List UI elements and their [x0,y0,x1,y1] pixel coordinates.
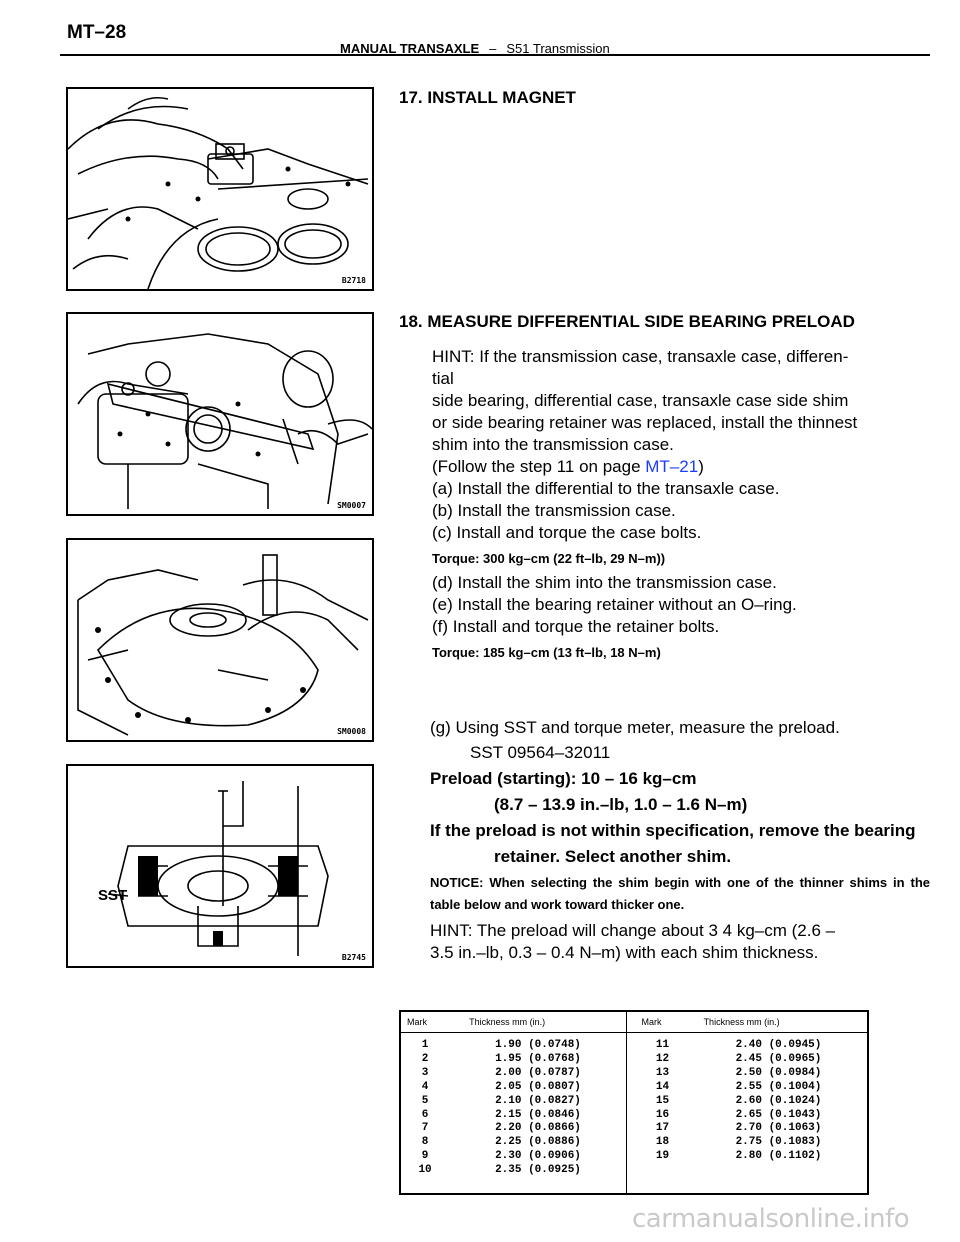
hint-block [432,346,857,664]
mark-cell: 15 [655,1094,670,1107]
torque-spec-1: Torque: 300 kg–cm (22 ft–lb, 29 N–m)) [432,551,666,566]
mark-cell: 8 [421,1136,429,1149]
mark-cell: 18 [655,1136,670,1149]
header-mark: Mark [400,1011,449,1033]
thickness-cell: 2.45 (0.0965) [735,1052,822,1065]
mark-cell: 13 [655,1066,670,1079]
hint-line: tial [432,369,454,388]
hint-line: side bearing, differential case, transaxle case side shim [432,391,849,410]
substep-d: (d) Install the shim into the transmission case. [432,573,777,592]
figure-code: B2718 [341,276,366,285]
thickness-cell: 2.60 (0.1024) [735,1094,822,1107]
page-number: MT–28 [67,22,127,43]
figure-retainer-install [66,538,374,742]
thickness-cell: 2.10 (0.0827) [495,1094,581,1107]
thickness-column-left [449,1033,627,1195]
substep-c: (c) Install and torque the case bolts. [432,523,702,542]
mark-cell: 1 [421,1039,429,1051]
figure-install-magnet [66,87,374,291]
figure-code: B2745 [341,953,366,962]
mark-cell: 4 [421,1080,429,1093]
mark-cell: 11 [655,1039,670,1051]
step-g-block [430,716,930,964]
page-link-mt21[interactable]: MT–21 [645,457,699,476]
thickness-cell: 2.00 (0.0787) [495,1066,581,1079]
follow-suffix: ) [698,457,704,476]
subsection-title: S51 Transmission [506,41,610,56]
notice: NOTICE: When selecting the shim begin with one of the thinner shims in the table below and work toward thicker one. [430,875,930,912]
sst-label: SST [98,887,128,904]
mark-column-left [400,1033,449,1195]
thickness-cell: 2.15 (0.0846) [495,1108,581,1121]
header-separator: – [489,41,497,56]
preload-spec: Preload (starting): 10 – 16 kg–cm [430,769,697,788]
hint-2-line: 3.5 in.–lb, 0.3 – 0.4 N–m) with each shim thickness. [430,943,819,962]
hint-line: shim into the transmission case. [432,435,674,454]
thickness-cell: 2.70 (0.1063) [735,1122,822,1135]
substep-f: (f) Install and torque the retainer bolts. [432,617,720,636]
figure-code: SM0008 [337,727,366,736]
substep-a: (a) Install the differential to the transaxle case. [432,479,780,498]
thickness-cell: 2.35 (0.0925) [495,1164,581,1177]
hint-line: HINT: If the transmission case, transaxle case, differen- [432,347,849,366]
table-row [400,1033,868,1195]
shim-table [399,1010,869,1195]
mark-column-right [627,1033,684,1195]
header-thickness: Thickness mm (in.) [449,1011,627,1033]
thickness-cell: 2.05 (0.0807) [495,1080,581,1093]
thickness-cell: 2.55 (0.1004) [735,1080,822,1093]
section-title: MANUAL TRANSAXLE [340,41,480,56]
substep-g: (g) Using SST and torque meter, measure the preload. [430,718,840,737]
figure-code: SM0007 [337,501,366,510]
thickness-cell: 2.75 (0.1083) [735,1136,822,1149]
mark-cell: 12 [655,1052,670,1065]
step-18-title: 18. MEASURE DIFFERENTIAL SIDE BEARING PRELOAD [399,312,855,331]
mark-cell: 9 [421,1150,429,1163]
mark-cell: 10 [418,1164,432,1177]
figure-sst-preload [66,764,374,968]
thickness-column-right [684,1033,868,1195]
preload-illustration [68,314,372,514]
thickness-cell: 2.80 (0.1102) [735,1150,822,1163]
spec-instruction: If the preload is not within specification, remove the bearing [430,821,916,840]
substep-e: (e) Install the bearing retainer without an O–ring. [432,595,797,614]
header-thickness: Thickness mm (in.) [684,1011,868,1033]
watermark: carmanualsonline.info [632,1204,910,1234]
mark-cell: 3 [421,1066,429,1079]
magnet-illustration [68,89,372,289]
mark-cell: 7 [421,1122,429,1135]
sst-number: SST 09564–32011 [470,743,611,762]
table-header-row [400,1011,868,1033]
mark-cell: 16 [655,1108,670,1121]
hint-2-line: HINT: The preload will change about 3 4 kg–cm (2.6 – [430,921,836,940]
retainer-illustration [68,540,372,740]
mark-cell: 14 [655,1080,670,1093]
page-header [340,41,610,56]
thickness-cell: 2.25 (0.0886) [495,1136,581,1149]
hint-line: or side bearing retainer was replaced, install the thinnest [432,413,858,432]
mark-cell: 2 [421,1052,429,1065]
preload-spec-units: (8.7 – 13.9 in.–lb, 1.0 – 1.6 N–m) [494,795,748,814]
spec-instruction-cont: retainer. Select another shim. [494,847,732,866]
substep-b: (b) Install the transmission case. [432,501,676,520]
follow-reference [432,456,857,478]
mark-cell: 19 [655,1150,670,1163]
follow-prefix: (Follow the step 11 on page [432,457,646,476]
mark-cell: 5 [421,1094,429,1107]
thickness-cell: 2.30 (0.0906) [495,1150,581,1163]
thickness-cell: 1.90 (0.0748) [495,1039,581,1051]
thickness-cell: 2.20 (0.0866) [495,1122,581,1135]
sst-illustration [68,766,372,966]
thickness-cell: 1.95 (0.0768) [495,1052,581,1065]
step-17-title: 17. INSTALL MAGNET [399,88,576,107]
thickness-cell: 2.40 (0.0945) [735,1039,822,1051]
torque-spec-2: Torque: 185 kg–cm (13 ft–lb, 18 N–m) [432,645,661,660]
figure-preload-measure [66,312,374,516]
thickness-cell: 2.65 (0.1043) [735,1108,822,1121]
header-mark: Mark [627,1011,684,1033]
mark-cell: 17 [655,1122,670,1135]
mark-cell: 6 [421,1108,429,1121]
thickness-cell: 2.50 (0.0984) [735,1066,822,1079]
